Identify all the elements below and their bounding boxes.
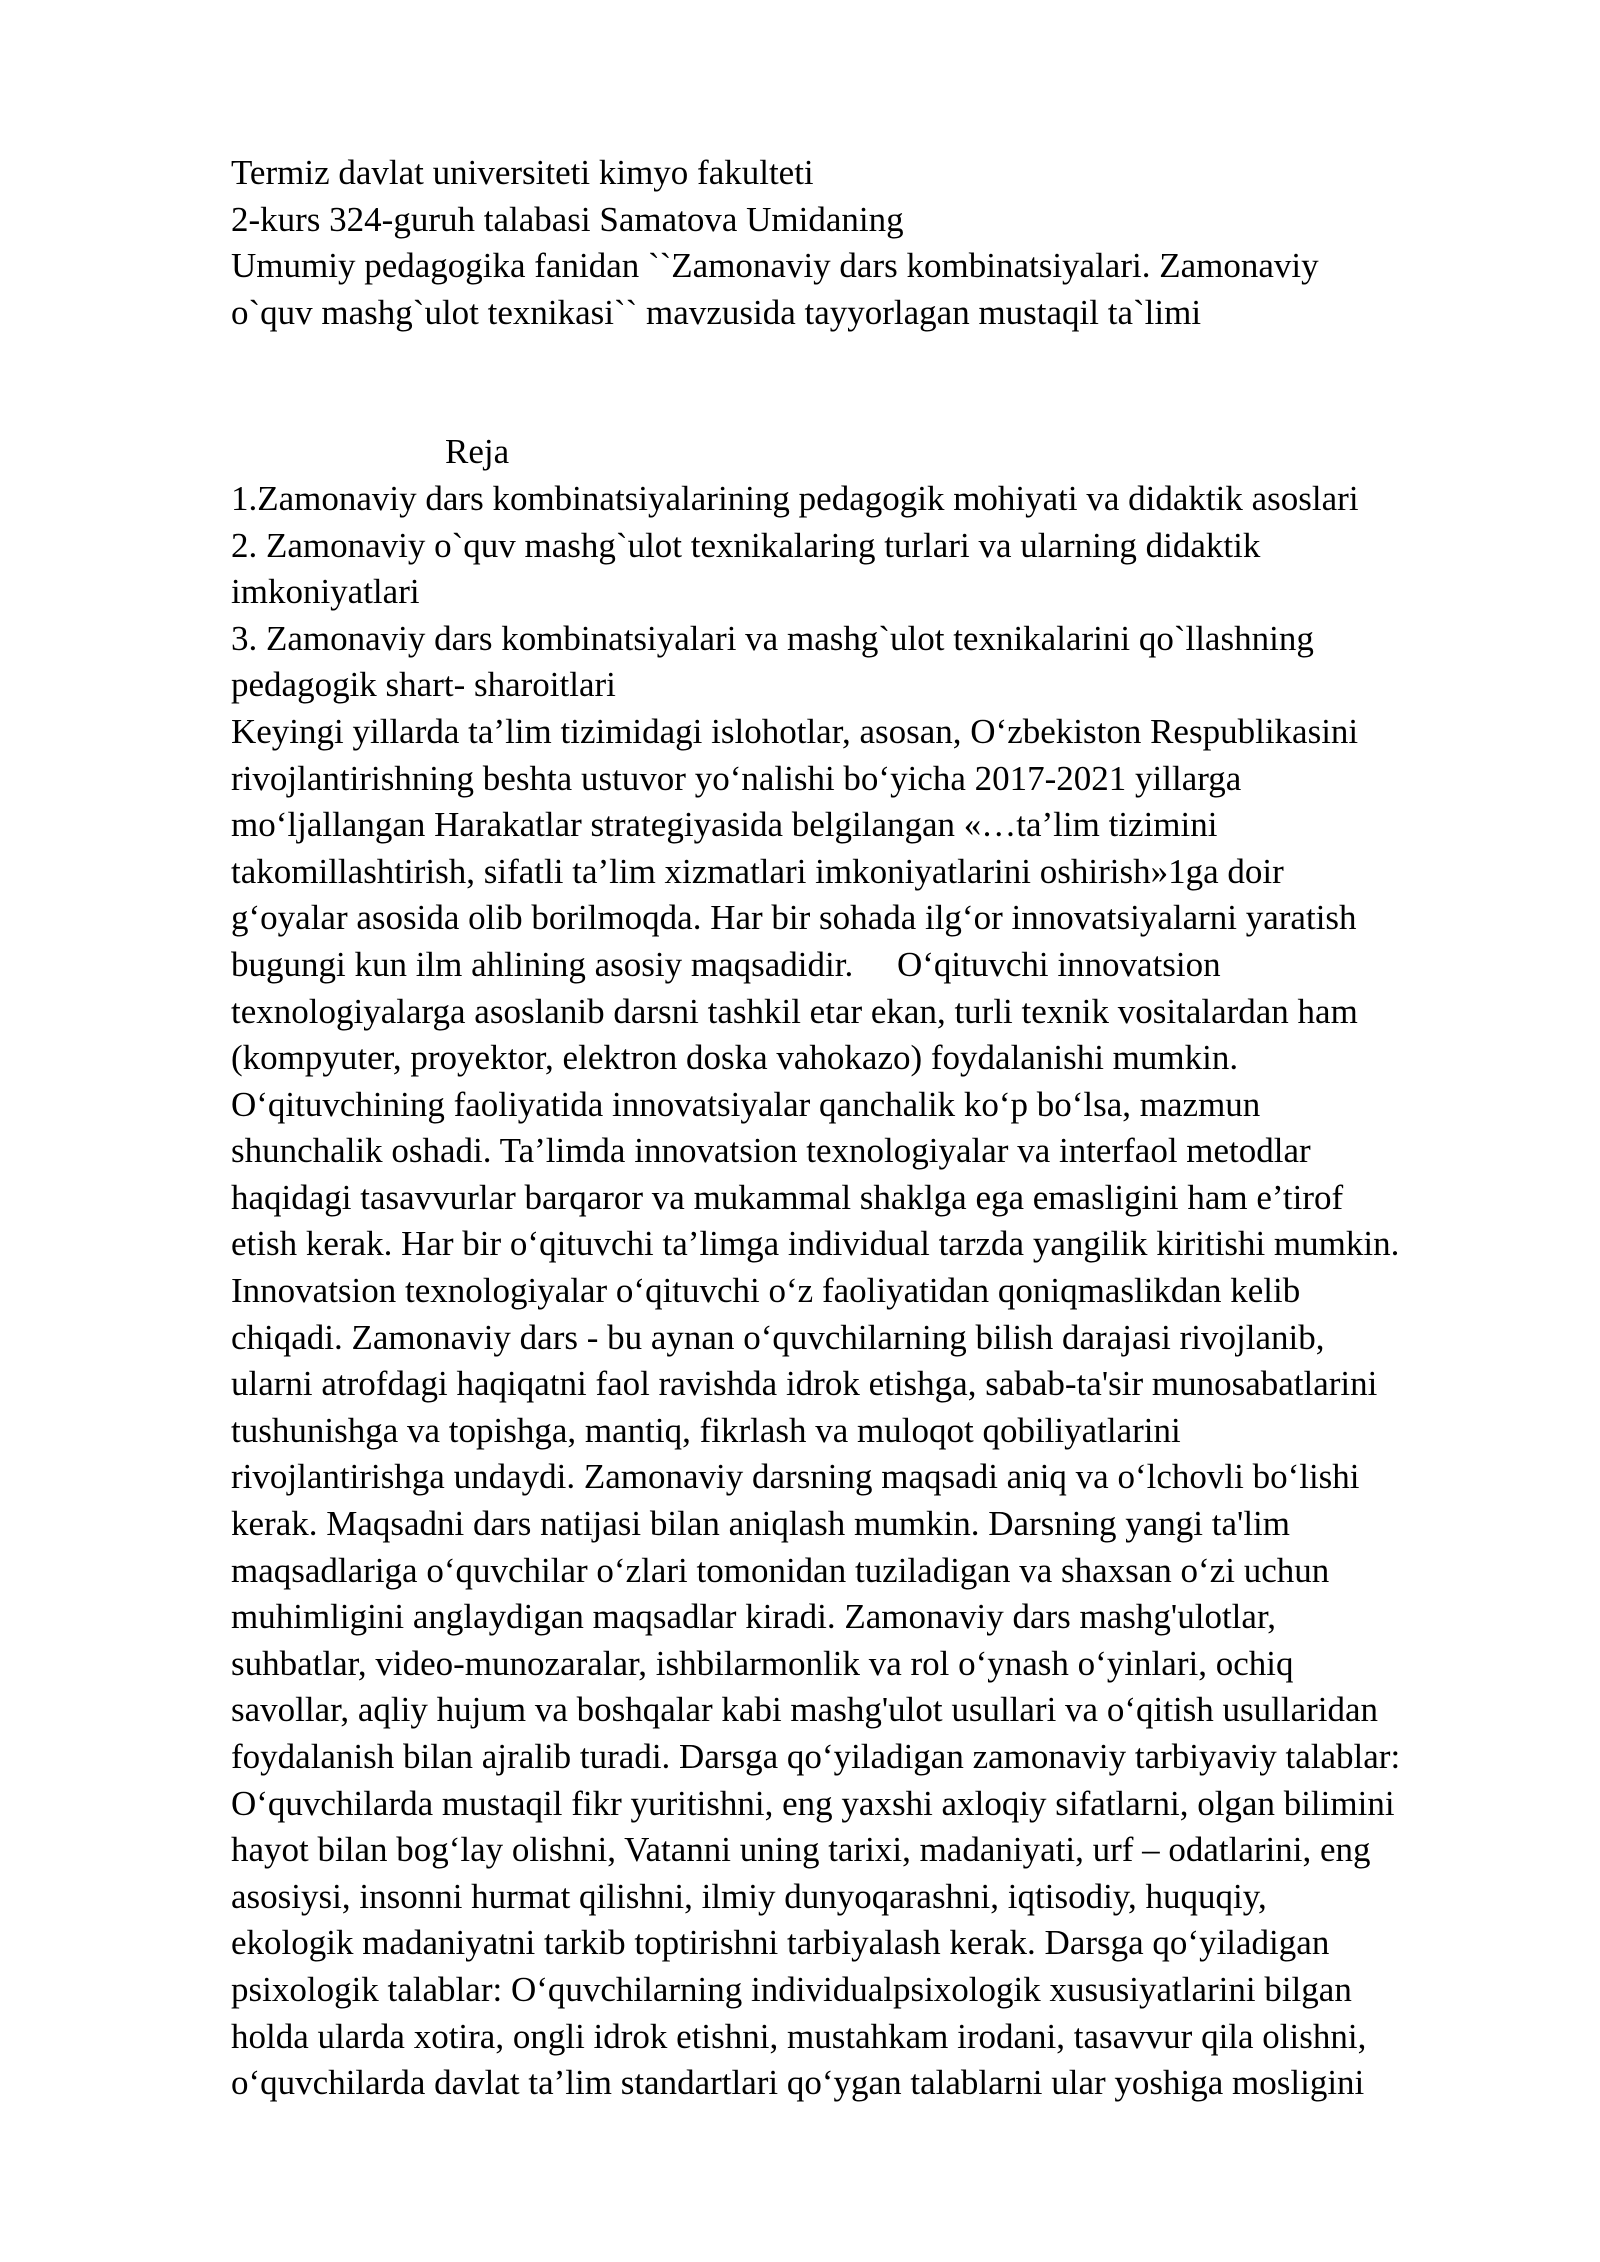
body-line: O‘quvchilarda mustaqil fikr yuritishni, eng yaxshi axloqiy sifatlarni, olgan bilimini bbox=[231, 1783, 1395, 1823]
body-line: psixologik talablar: O‘quvchilarning individualpsixologik xususiyatlarini bilgan bbox=[231, 1969, 1352, 2009]
body-line: etish kerak. Har bir o‘qituvchi ta’limga individual tarzda yangilik kiritishi mumkin. bbox=[231, 1224, 1400, 1264]
document-content bbox=[231, 150, 1531, 2107]
header-line: o`quv mashg`ulot texnikasi`` mavzusida tayyorlagan mustaqil ta`limi bbox=[231, 292, 1202, 332]
body-line: ularni atrofdagi haqiqatni faol ravishda idrok etishga, sabab-ta'sir munosabatlarini bbox=[231, 1364, 1378, 1404]
body-line: O‘qituvchining faoliyatida innovatsiyalar qanchalik ko‘p bo‘lsa, mazmun bbox=[231, 1084, 1261, 1124]
body-line: muhimligini anglaydigan maqsadlar kiradi. Zamonaviy dars mashg'ulotlar, bbox=[231, 1597, 1276, 1637]
plan-title: Reja bbox=[445, 432, 510, 472]
body-line: haqidagi tasavvurlar barqaror va mukammal shaklga ega emasligini ham e’tirof bbox=[231, 1177, 1344, 1217]
body-line: rivojlantirishga undaydi. Zamonaviy darsning maqsadi aniq va o‘lchovli bo‘lishi bbox=[231, 1457, 1360, 1497]
plan-line: 3. Zamonaviy dars kombinatsiyalari va mashg`ulot texnikalarini qo`llashning bbox=[231, 618, 1314, 658]
body-line: g‘oyalar asosida olib borilmoqda. Har bir sohada ilg‘or innovatsiyalarni yaratish bbox=[231, 898, 1357, 938]
plan-line: pedagogik shart- sharoitlari bbox=[231, 665, 616, 705]
body-line: savollar, aqliy hujum va boshqalar kabi mashg'ulot usullari va o‘qitish usullaridan bbox=[231, 1690, 1379, 1730]
body-block bbox=[231, 709, 1531, 2107]
plan-block bbox=[231, 429, 1531, 709]
header-line: Termiz davlat universiteti kimyo fakulteti bbox=[231, 153, 814, 192]
body-line: suhbatlar, video-munozaralar, ishbilarmonlik va rol o‘ynash o‘yinlari, ochiq bbox=[231, 1643, 1294, 1683]
body-line: tushunishga va topishga, mantiq, fikrlash va muloqot qobiliyatlarini bbox=[231, 1410, 1181, 1450]
body-line: foydalanish bilan ajralib turadi. Darsga qo‘yiladigan zamonaviy tarbiyaviy talablar: bbox=[231, 1737, 1401, 1776]
body-line: ekologik madaniyatni tarkib toptirishni tarbiyalash kerak. Darsga qo‘yiladigan bbox=[231, 1923, 1330, 1963]
body-line: takomillashtirish, sifatli ta’lim xizmatlari imkoniyatlarini oshirish»1ga doir bbox=[231, 851, 1284, 891]
body-line: o‘quvchilarda davlat ta’lim standartlari qo‘ygan talablarni ular yoshiga mosligini bbox=[231, 2063, 1365, 2103]
body-line: kerak. Maqsadni dars natijasi bilan aniqlash mumkin. Darsning yangi ta'lim bbox=[231, 1504, 1291, 1544]
body-line: shunchalik oshadi. Ta’limda innovatsion texnologiyalar va interfaol metodlar bbox=[231, 1131, 1311, 1171]
body-line: rivojlantirishning beshta ustuvor yo‘nalishi bo‘yicha 2017-2021 yillarga bbox=[231, 758, 1242, 798]
blank-space bbox=[231, 336, 1531, 429]
body-line: asosiysi, insonni hurmat qilishni, ilmiy dunyoqarashni, iqtisodiy, huquqiy, bbox=[231, 1876, 1267, 1916]
body-line: texnologiyalarga asoslanib darsni tashkil etar ekan, turli texnik vositalardan ham bbox=[231, 991, 1358, 1031]
header-line: Umumiy pedagogika fanidan ``Zamonaviy dars kombinatsiyalari. Zamonaviy bbox=[231, 246, 1319, 286]
body-line: (kompyuter, proyektor, elektron doska vahokazo) foydalanishi mumkin. bbox=[231, 1038, 1239, 1078]
header-line: 2-kurs 324-guruh talabasi Samatova Umidaning bbox=[231, 199, 904, 239]
header-block bbox=[231, 150, 1531, 336]
body-line: bugungi kun ilm ahlining asosiy maqsadidir. O‘qituvchi innovatsion bbox=[231, 944, 1221, 984]
body-line: Keyingi yillarda ta’lim tizimidagi islohotlar, asosan, O‘zbekiston Respublikasini bbox=[231, 711, 1359, 751]
body-line: chiqadi. Zamonaviy dars - bu aynan o‘quvchilarning bilish darajasi rivojlanib, bbox=[231, 1317, 1325, 1357]
body-line: holda ularda xotira, ongli idrok etishni, mustahkam irodani, tasavvur qila olishni, bbox=[231, 2016, 1367, 2056]
body-line: mo‘ljallangan Harakatlar strategiyasida belgilangan «…ta’lim tizimini bbox=[231, 805, 1218, 845]
plan-line: imkoniyatlari bbox=[231, 572, 420, 612]
plan-line: 2. Zamonaviy o`quv mashg`ulot texnikalaring turlari va ularning didaktik bbox=[231, 525, 1261, 565]
body-line: maqsadlariga o‘quvchilar o‘zlari tomonidan tuziladigan va shaxsan o‘zi uchun bbox=[231, 1550, 1330, 1590]
body-line: hayot bilan bog‘lay olishni, Vatanni uning tarixi, madaniyati, urf – odatlarini, eng bbox=[231, 1830, 1371, 1870]
plan-line: 1.Zamonaviy dars kombinatsiyalarining pedagogik mohiyati va didaktik asoslari bbox=[231, 478, 1359, 518]
body-line: Innovatsion texnologiyalar o‘qituvchi o‘z faoliyatidan qoniqmaslikdan kelib bbox=[231, 1271, 1301, 1311]
